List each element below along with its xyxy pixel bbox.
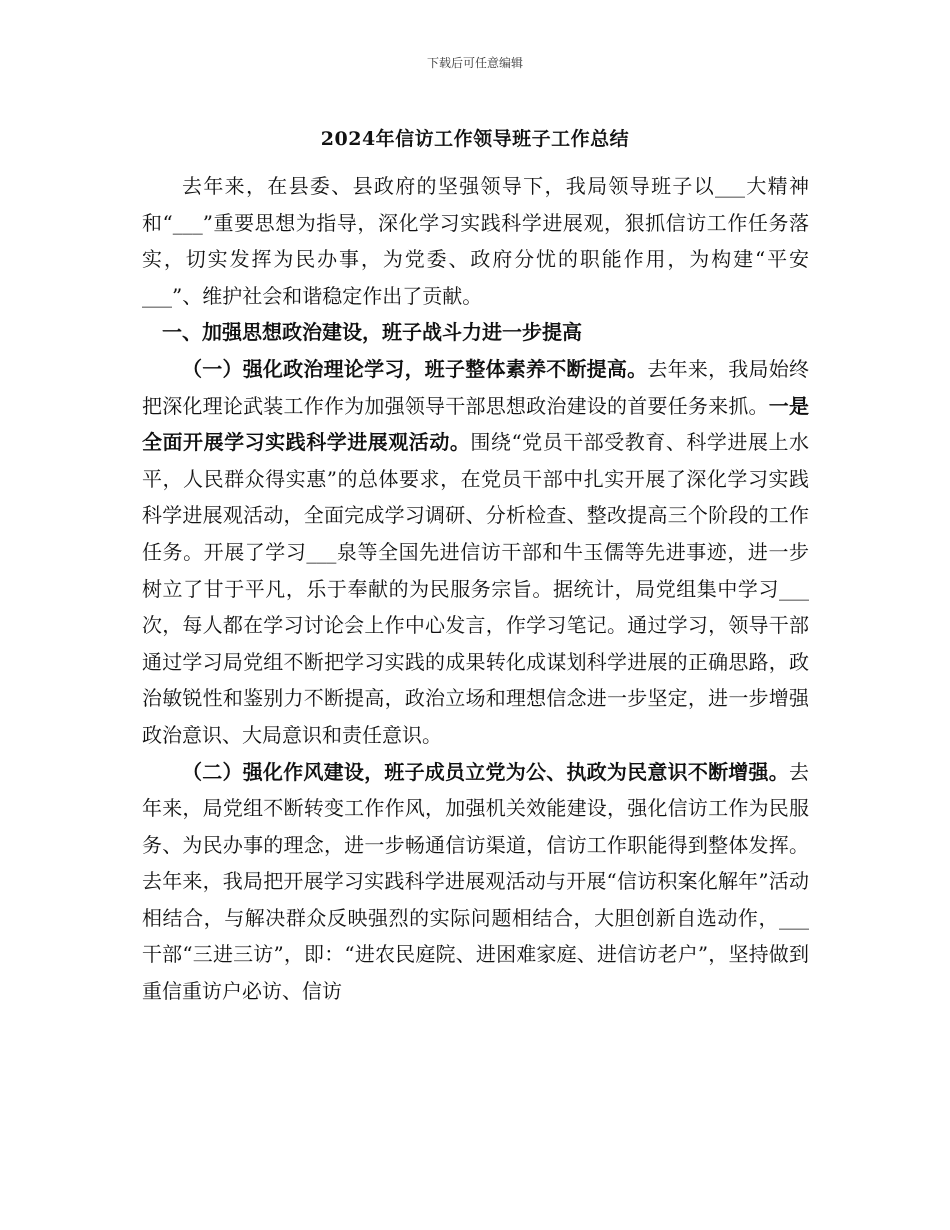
document-body: [142, 168, 809, 1010]
intro-paragraph: 去年来，在县委、县政府的坚强领导下，我局领导班子以___大精神和“___”重要思想为指导，深化学习实践科学进展观，狠抓信访工作任务落实，切实发挥为民办事，为党委、政府分忧的职能作用，为构建“平安___”、维护社会和谐稳定作出了贡献。: [142, 174, 809, 308]
section-heading-1: 一、加强思想政治建设，班子战斗力进一步提高: [162, 320, 582, 345]
paragraph-1: [142, 351, 809, 754]
header-note: 下载后可任意编辑: [426, 56, 523, 70]
paragraph-1-lead: （一）强化政治理论学习，班子整体素养不断提高。: [182, 356, 648, 381]
paragraph-2-text: 去年来，局党组不断转变工作作风，加强机关效能建设，强化信访工作为民服务、为民办事的理念，进一步畅通信访渠道，信访工作职能得到整体发挥。去年来，我局把开展学习实践科学进展观活动与开展“信访积案化解年”活动相结合，与解决群众反映强烈的实际问题相结合，大胆创新自选动作，___干部“三进三访”，即：“进农民庭院、进困难家庭、进信访老户”，坚持做到重信重访户必访、信访: [142, 759, 809, 1004]
paragraph-2-lead: （二）强化作风建设，班子成员立党为公、执政为民意识不断增强。: [182, 759, 789, 784]
document-title: 2024年信访工作领导班子工作总结: [320, 128, 630, 150]
paragraph-1-point: 一是全面开展学习实践科学进展观活动。: [142, 393, 809, 455]
paragraph-1-text-b: 围绕“党员干部受教育、科学进展上水平，人民群众得实惠”的总体要求，在党员干部中扎实开展了深化学习实践科学进展观活动，全面完成学习调研、分析检查、整改提高三个阶段的工作任务。开展了学习___泉等全国先进信访干部和牛玉儒等先进事迹，进一步树立了甘于平凡，乐于奉献的为民服务宗旨。据统计，局党组集中学习___次，每人都在学习讨论会上作中心发言，作学习笔记。通过学习，领导干部通过学习局党组不断把学习实践的成果转化成谋划科学进展的正确思路，政治敏锐性和鉴别力不断提高，政治立场和理想信念进一步坚定，进一步增强政治意识、大局意识和责任意识。: [142, 430, 809, 747]
paragraph-1-text-a: 去年来，我局始终把深化理论武装工作作为加强领导干部思想政治建设的首要任务来抓。: [142, 356, 810, 418]
paragraph-2: [142, 754, 809, 1010]
